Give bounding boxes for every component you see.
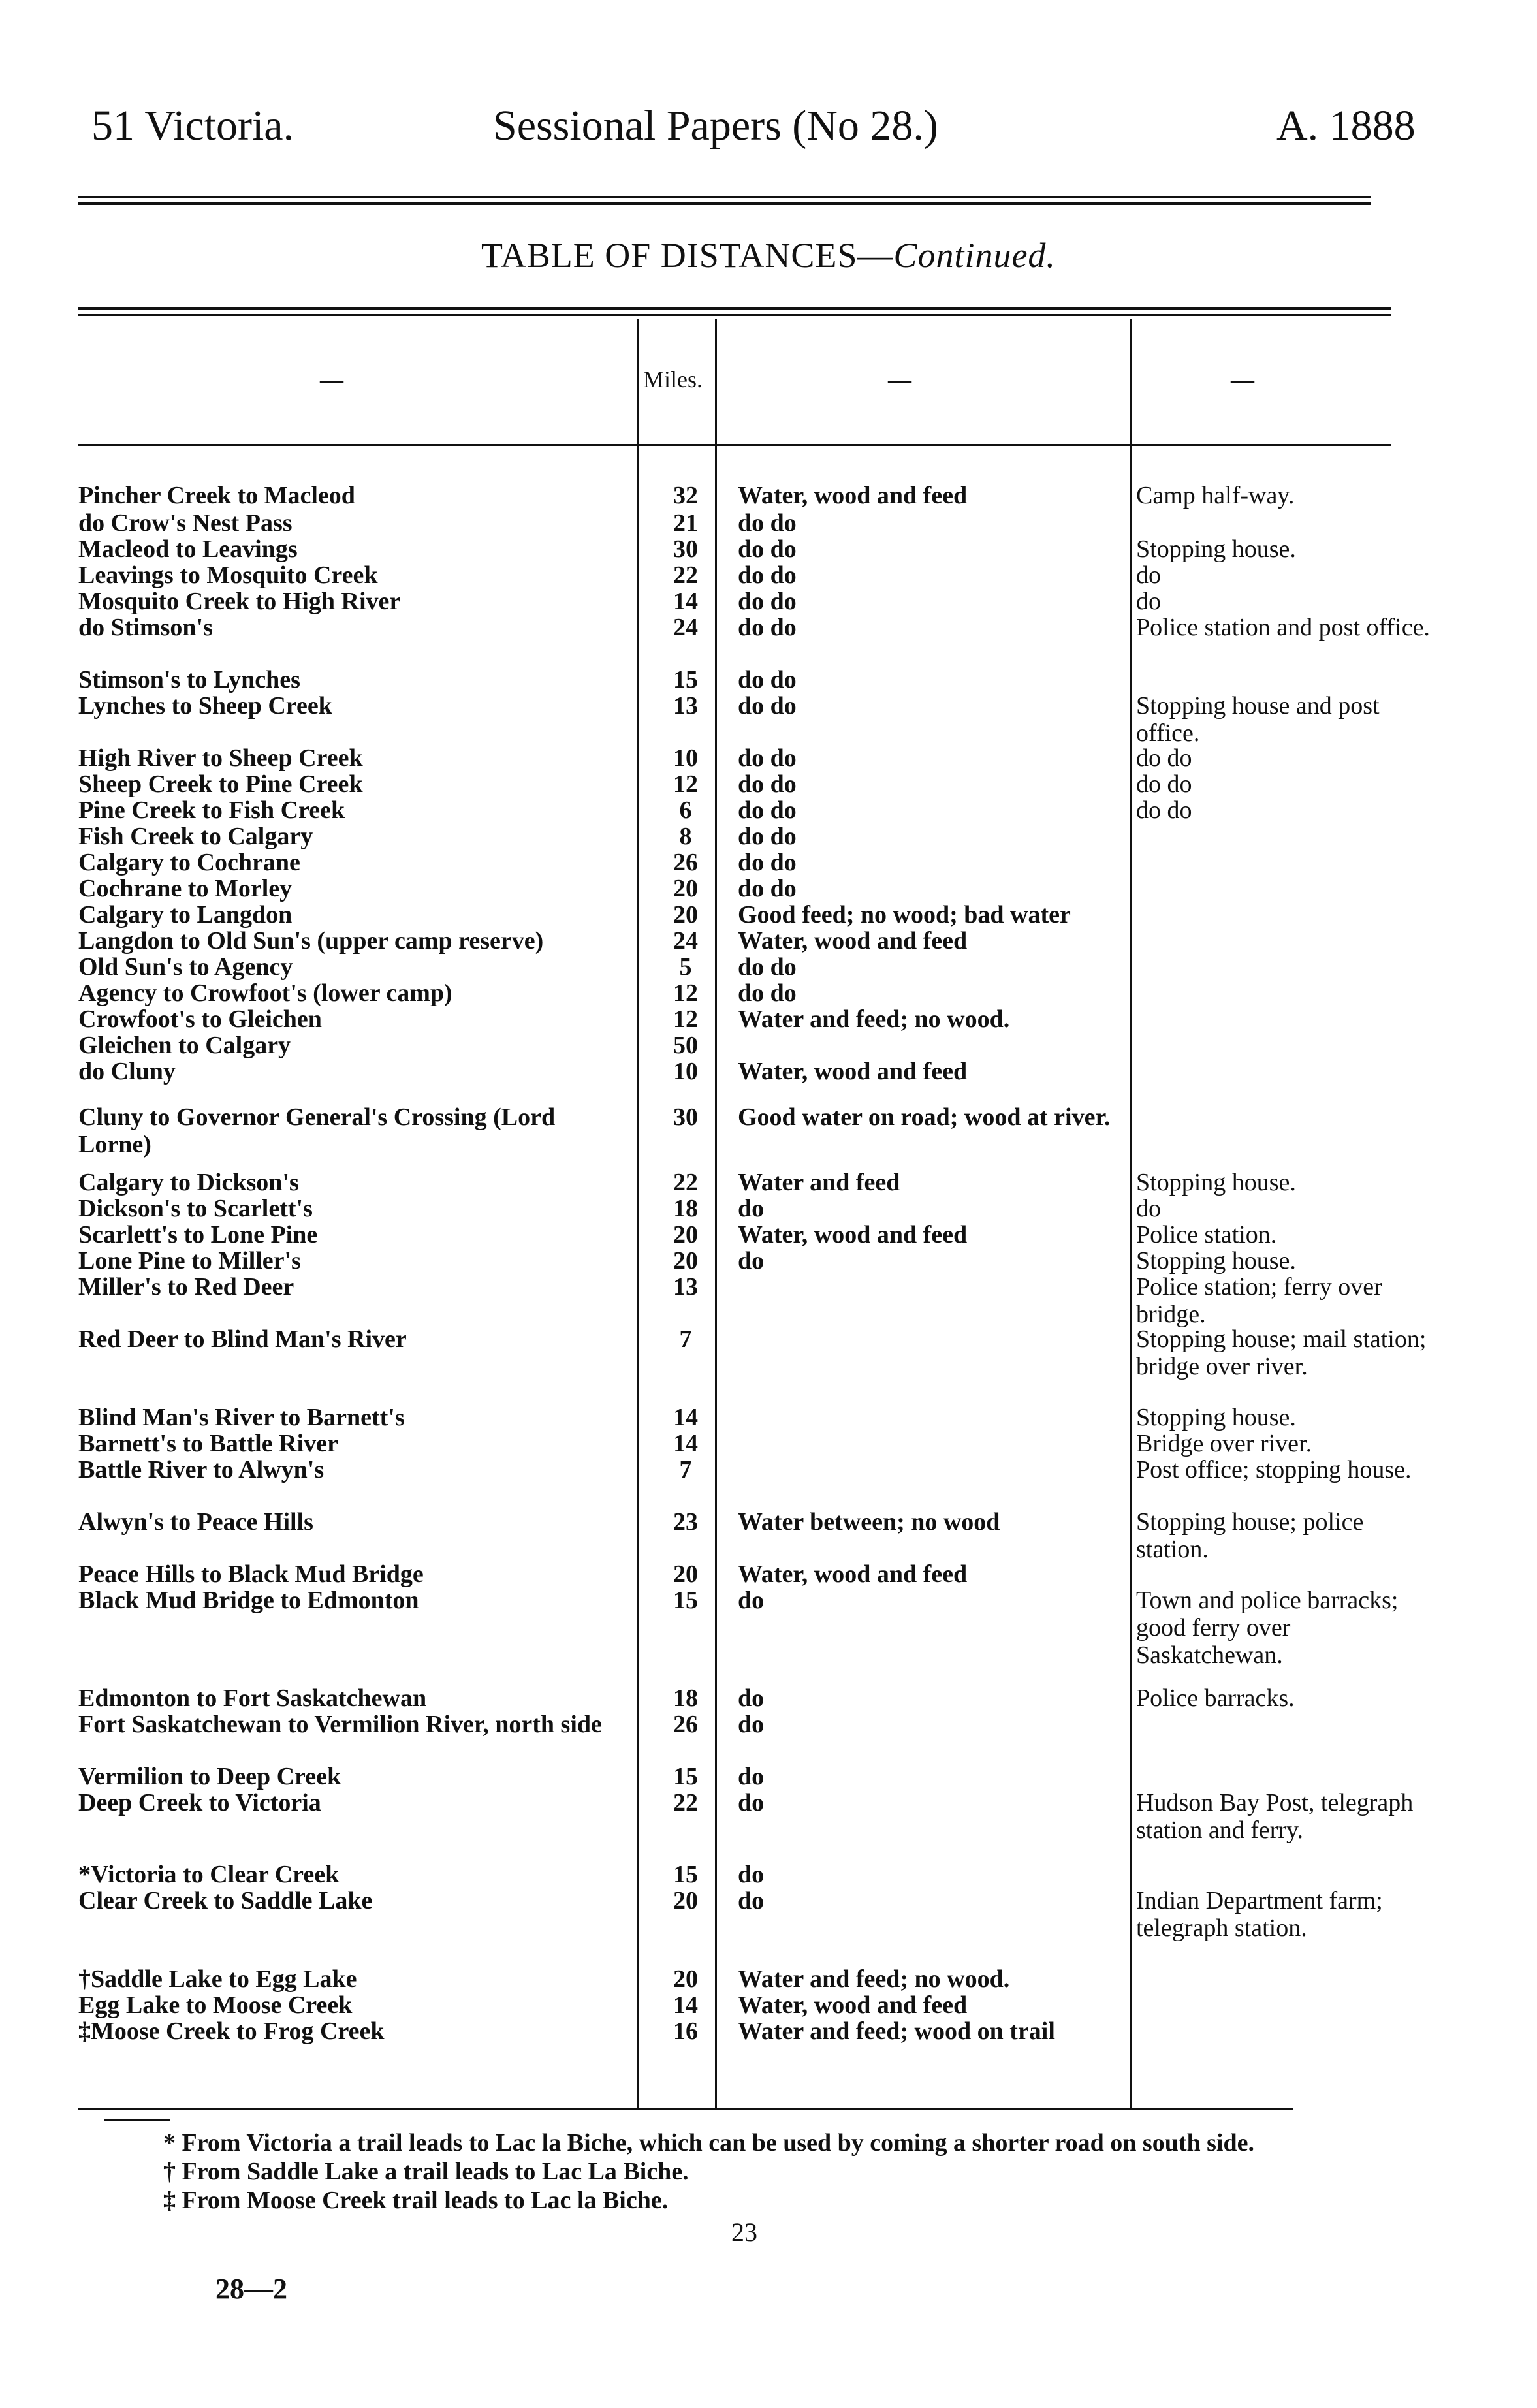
miles-cell: 20 [673, 901, 698, 928]
route-cell: High River to Sheep Creek [78, 744, 363, 772]
remark-cell: Bridge over river. [1136, 1430, 1312, 1457]
water-cell: Water, wood and feed [738, 1221, 968, 1248]
miles-cell: 26 [673, 1711, 698, 1738]
header-right: A. 1888 [1276, 102, 1416, 150]
miles-cell: 22 [673, 1789, 698, 1816]
route-cell: Egg Lake to Moose Creek [78, 1991, 353, 2019]
route-cell: Miller's to Red Deer [78, 1273, 294, 1301]
route-cell: Blind Man's River to Barnett's [78, 1404, 405, 1431]
water-cell: do [738, 1587, 765, 1614]
route-cell: †Saddle Lake to Egg Lake [78, 1965, 357, 1993]
miles-cell: 12 [673, 770, 698, 798]
miles-cell: 12 [673, 1006, 698, 1033]
footnotes [91, 2129, 1450, 2215]
route-cell: Sheep Creek to Pine Creek [78, 770, 363, 798]
miles-cell: 30 [673, 1103, 698, 1131]
water-cell: do do [738, 535, 797, 563]
route-cell: Cluny to Governor General's Crossing (Lord Lorne) [78, 1103, 556, 1158]
water-cell: do do [738, 509, 797, 537]
route-cell: Red Deer to Blind Man's River [78, 1325, 407, 1353]
route-cell: Stimson's to Lynches [78, 666, 300, 693]
miles-cell: 20 [673, 875, 698, 902]
footnote-1: * From Victoria a trail leads to Lac la Biche, which can be used by coming a shorter road on south side. [163, 2129, 1254, 2157]
route-cell: Dickson's to Scarlett's [78, 1195, 313, 1222]
remark-cell: do do [1136, 770, 1192, 798]
miles-cell: 20 [673, 1965, 698, 1993]
water-cell: do do [738, 849, 797, 876]
remark-cell: Post office; stopping house. [1136, 1456, 1412, 1483]
remark-cell: do do [1136, 744, 1192, 772]
miles-cell: 13 [673, 692, 698, 720]
water-cell: Water, wood and feed [738, 482, 968, 509]
route-cell: Old Sun's to Agency [78, 953, 293, 981]
route-cell: ‡Moose Creek to Frog Creek [78, 2018, 385, 2045]
water-cell: do do [738, 744, 797, 772]
route-cell: Lynches to Sheep Creek [78, 692, 332, 720]
miles-cell: 24 [673, 927, 698, 955]
water-cell: Good feed; no wood; bad water [738, 901, 1071, 928]
footnote-2: † From Saddle Lake a trail leads to Lac La Biche. [163, 2158, 689, 2185]
remark-cell: Hudson Bay Post, telegraph station and ferry. [1136, 1789, 1414, 1844]
table-rule-top [78, 307, 1391, 310]
miles-cell: 15 [673, 1587, 698, 1614]
water-cell: do [738, 1789, 765, 1816]
col-header-miles: Miles. [643, 366, 703, 392]
water-cell: do [738, 1711, 765, 1738]
route-cell: Langdon to Old Sun's (upper camp reserve) [78, 927, 544, 955]
miles-cell: 14 [673, 1430, 698, 1457]
miles-cell: 20 [673, 1887, 698, 1914]
miles-cell: 30 [673, 535, 698, 563]
miles-cell: 10 [673, 1058, 698, 1085]
water-cell: Water, wood and feed [738, 1991, 968, 2019]
miles-cell: 21 [673, 509, 698, 537]
miles-cell: 8 [679, 823, 692, 850]
miles-cell: 22 [673, 562, 698, 589]
water-cell: Water and feed; no wood. [738, 1006, 1010, 1033]
miles-cell: 10 [673, 744, 698, 772]
water-cell: do [738, 1763, 765, 1790]
miles-cell: 12 [673, 979, 698, 1007]
route-cell: Calgary to Langdon [78, 901, 293, 928]
signature-mark: 28—2 [215, 2273, 287, 2305]
route-cell: do Crow's Nest Pass [78, 509, 293, 537]
water-cell: do do [738, 588, 797, 615]
remark-cell: Stopping house. [1136, 1247, 1296, 1275]
col-header-route: — [320, 366, 343, 392]
route-cell: Black Mud Bridge to Edmonton [78, 1587, 419, 1614]
header-divider [78, 444, 1391, 446]
route-cell: Lone Pine to Miller's [78, 1247, 301, 1275]
route-cell: *Victoria to Clear Creek [78, 1861, 340, 1888]
header-center: Sessional Papers (No 28.) [493, 102, 938, 150]
miles-cell: 20 [673, 1560, 698, 1588]
header-rule-top [78, 196, 1371, 198]
water-cell: Water and feed; no wood. [738, 1965, 1010, 1993]
route-cell: Pine Creek to Fish Creek [78, 797, 345, 824]
water-cell: do do [738, 770, 797, 798]
miles-cell: 7 [679, 1325, 692, 1353]
miles-cell: 18 [673, 1685, 698, 1712]
route-cell: Pincher Creek to Macleod [78, 482, 355, 509]
water-cell: Water and feed; wood on trail [738, 2018, 1055, 2045]
miles-cell: 22 [673, 1169, 698, 1196]
header-left: 51 Victoria. [91, 102, 294, 150]
miles-cell: 7 [679, 1456, 692, 1483]
water-cell: Good water on road; wood at river. [738, 1103, 1111, 1131]
miles-cell: 13 [673, 1273, 698, 1301]
col-divider-3 [1130, 319, 1132, 2108]
remark-cell: do [1136, 588, 1161, 615]
remark-cell: Stopping house and post office. [1136, 692, 1380, 747]
col-divider-1 [637, 319, 639, 2108]
remark-cell: Police station; ferry over bridge. [1136, 1273, 1382, 1328]
route-cell: Deep Creek to Victoria [78, 1789, 321, 1816]
route-cell: Crowfoot's to Gleichen [78, 1006, 322, 1033]
water-cell: do [738, 1685, 765, 1712]
route-cell: do Cluny [78, 1058, 176, 1085]
route-cell: Leavings to Mosquito Creek [78, 562, 378, 589]
table-rule-top2 [78, 314, 1391, 316]
route-cell: Peace Hills to Black Mud Bridge [78, 1560, 424, 1588]
route-cell: Scarlett's to Lone Pine [78, 1221, 318, 1248]
miles-cell: 14 [673, 1991, 698, 2019]
water-cell: do do [738, 823, 797, 850]
water-cell: Water, wood and feed [738, 1058, 968, 1085]
water-cell: do [738, 1861, 765, 1888]
miles-cell: 26 [673, 849, 698, 876]
footnote-3: ‡ From Moose Creek trail leads to Lac la Biche. [163, 2187, 669, 2214]
page-title: TABLE OF DISTANCES—Continued. [481, 236, 1056, 275]
miles-cell: 14 [673, 588, 698, 615]
route-cell: Agency to Crowfoot's (lower camp) [78, 979, 452, 1007]
route-cell: Calgary to Dickson's [78, 1169, 299, 1196]
remark-cell: Camp half-way. [1136, 482, 1295, 509]
route-cell: Alwyn's to Peace Hills [78, 1508, 313, 1536]
route-cell: Mosquito Creek to High River [78, 588, 401, 615]
water-cell: do [738, 1887, 765, 1914]
route-cell: Vermilion to Deep Creek [78, 1763, 341, 1790]
col-header-remarks: — [1231, 366, 1254, 392]
remark-cell: do [1136, 1195, 1161, 1222]
remark-cell: Stopping house; police station. [1136, 1508, 1364, 1563]
remark-cell: Police barracks. [1136, 1685, 1295, 1712]
col-header-water: — [888, 366, 911, 392]
remark-cell: Stopping house. [1136, 1404, 1296, 1431]
miles-cell: 15 [673, 1763, 698, 1790]
remark-cell: Stopping house; mail station; bridge over river. [1136, 1325, 1427, 1380]
route-cell: Edmonton to Fort Saskatchewan [78, 1685, 427, 1712]
route-cell: Fish Creek to Calgary [78, 823, 313, 850]
water-cell: Water and feed [738, 1169, 900, 1196]
miles-cell: 16 [673, 2018, 698, 2045]
water-cell: do do [738, 979, 797, 1007]
miles-cell: 20 [673, 1221, 698, 1248]
remark-cell: Stopping house. [1136, 535, 1296, 563]
route-cell: Macleod to Leavings [78, 535, 298, 563]
route-cell: Calgary to Cochrane [78, 849, 300, 876]
miles-cell: 23 [673, 1508, 698, 1536]
route-cell: Clear Creek to Saddle Lake [78, 1887, 373, 1914]
remark-cell: do do [1136, 797, 1192, 824]
page-number: 23 [731, 2217, 757, 2247]
route-cell: do Stimson's [78, 614, 213, 641]
miles-cell: 6 [679, 797, 692, 824]
water-cell: do do [738, 562, 797, 589]
water-cell: do do [738, 797, 797, 824]
miles-cell: 50 [673, 1032, 698, 1059]
miles-cell: 18 [673, 1195, 698, 1222]
water-cell: Water between; no wood [738, 1508, 1000, 1536]
remark-cell: Stopping house. [1136, 1169, 1296, 1196]
route-cell: Barnett's to Battle River [78, 1430, 338, 1457]
miles-cell: 5 [679, 953, 692, 981]
miles-cell: 32 [673, 482, 698, 509]
water-cell: do do [738, 614, 797, 641]
route-cell: Fort Saskatchewan to Vermilion River, north side [78, 1711, 602, 1738]
table-rule-bottom [78, 2108, 1293, 2110]
route-cell: Cochrane to Morley [78, 875, 293, 902]
water-cell: do do [738, 692, 797, 720]
remark-cell: Town and police barracks; good ferry over Saskatchewan. [1136, 1587, 1399, 1669]
miles-cell: 14 [673, 1404, 698, 1431]
remark-cell: Police station. [1136, 1221, 1277, 1248]
water-cell: do do [738, 666, 797, 693]
remark-cell: do [1136, 562, 1161, 589]
water-cell: do do [738, 953, 797, 981]
header-rule-bottom [78, 202, 1371, 205]
water-cell: do [738, 1195, 765, 1222]
water-cell: do do [738, 875, 797, 902]
footnote-rule [104, 2119, 170, 2121]
miles-cell: 15 [673, 1861, 698, 1888]
water-cell: Water, wood and feed [738, 1560, 968, 1588]
miles-cell: 15 [673, 666, 698, 693]
miles-cell: 20 [673, 1247, 698, 1275]
remark-cell: Police station and post office. [1136, 614, 1430, 641]
water-cell: Water, wood and feed [738, 927, 968, 955]
remark-cell: Indian Department farm; telegraph station. [1136, 1887, 1383, 1942]
route-cell: Gleichen to Calgary [78, 1032, 291, 1059]
water-cell: do [738, 1247, 765, 1275]
page-header [0, 101, 1537, 180]
miles-cell: 24 [673, 614, 698, 641]
route-cell: Battle River to Alwyn's [78, 1456, 325, 1483]
